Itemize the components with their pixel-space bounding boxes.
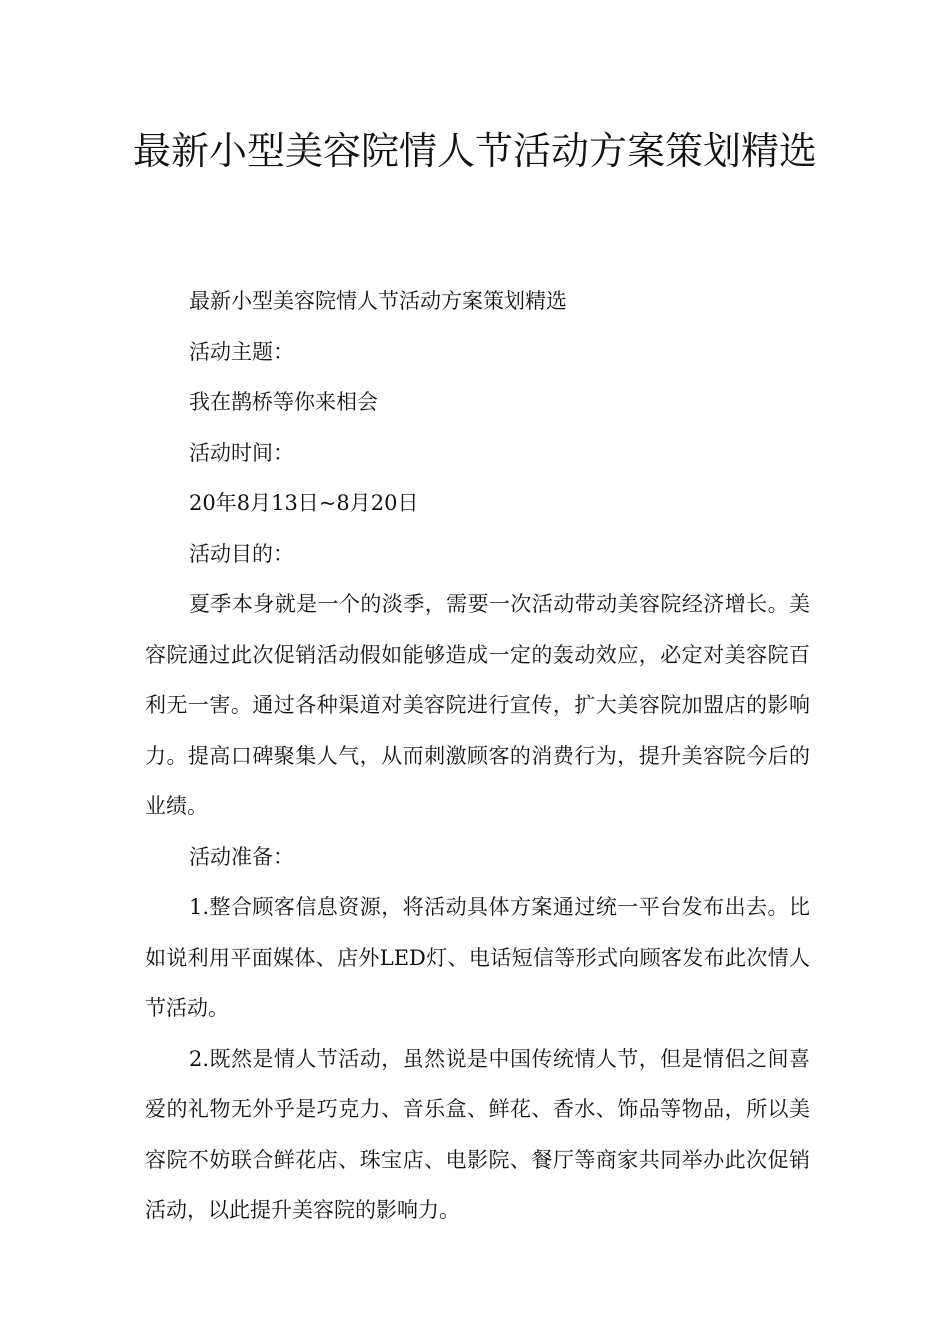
document-title: 最新小型美容院情人节活动方案策划精选 bbox=[132, 129, 817, 173]
paragraph-time-label: 活动时间： bbox=[189, 440, 294, 465]
paragraph-preparation-item-1: 1.整合顾客信息资源，将活动具体方案通过统一平台发布出去。比如说利用平面媒体、店外LED灯、电话短信等形式向顾客发布此次情人节活动。 bbox=[145, 895, 810, 1020]
paragraph-theme-value: 我在鹊桥等你来相会 bbox=[189, 390, 378, 414]
paragraph-heading-repeat: 最新小型美容院情人节活动方案策划精选 bbox=[189, 289, 567, 313]
paragraph-theme-label: 活动主题： bbox=[189, 339, 294, 364]
paragraph-time-value: 20年8月13日~8月20日 bbox=[189, 491, 419, 515]
paragraph-preparation-item-2: 2.既然是情人节活动，虽然说是中国传统情人节，但是情侣之间喜爱的礼物无外乎是巧克力、音乐盒、鲜花、香水、饰品等物品，所以美容院不妨联合鲜花店、珠宝店、电影院、餐厅等商家共同举办此次促销活动，以此提升美容院的影响力。 bbox=[145, 1046, 810, 1222]
paragraph-preparation-label: 活动准备： bbox=[189, 844, 294, 869]
paragraph-purpose-text: 夏季本身就是一个的淡季，需要一次活动带动美容院经济增长。美容院通过此次促销活动假如能够造成一定的轰动效应，必定对美容院百利无一害。通过各种渠道对美容院进行宣传，扩大美容院加盟店的影响力。提高口碑聚集人气，从而刺激顾客的消费行为，提升美容院今后的业绩。 bbox=[145, 592, 810, 818]
paragraph-purpose-label: 活动目的： bbox=[189, 541, 294, 566]
document-body bbox=[145, 276, 810, 1236]
